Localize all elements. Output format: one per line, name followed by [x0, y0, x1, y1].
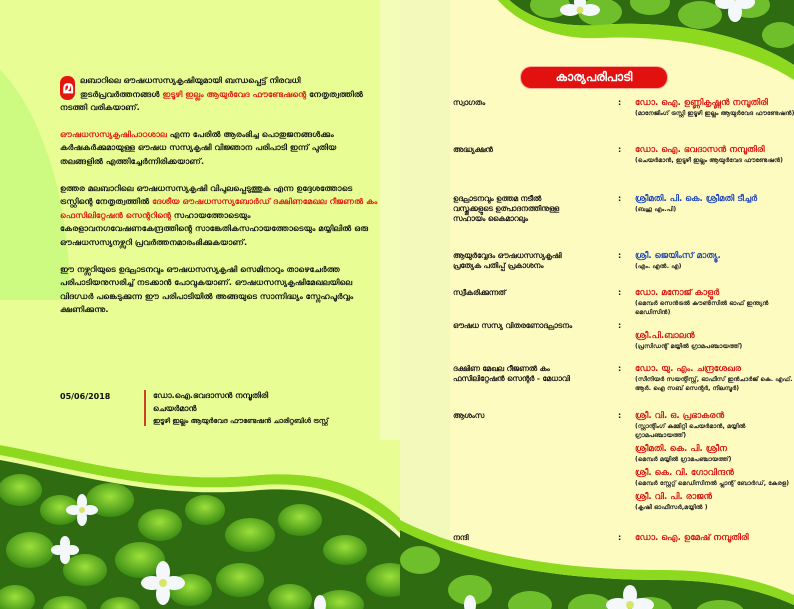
programme-speakers — [635, 98, 794, 122]
speaker — [635, 411, 794, 440]
speaker — [635, 468, 794, 488]
programme-item-label: സ്വീകരിക്കുന്നത് — [453, 288, 506, 297]
speaker-role: (സ്റ്റാന്റിംഗ് കമ്മിറ്റി ചെയർമാൻ, മയ്യിൽ ഗ്രാമപഞ്ചായത്ത്) — [635, 423, 746, 439]
programme-item-label: ഉദ്ഘാടനവും ഉത്തമ നടീൽ വസ്തുക്കളുടെ ഉത്പാദനത്തിനുള്ള സഹായം കൈമാറലും — [453, 194, 560, 223]
programme-item-label: നന്ദി — [453, 533, 469, 542]
speaker-name: ഡോ. ഐ. ഉണ്ണികൃഷ്ണൻ നമ്പൂതിരി — [635, 98, 768, 108]
programme-item-label: ഔഷധ സസ്യ വിതരണോദ്ഘാടനം — [453, 321, 573, 330]
speaker — [635, 194, 794, 214]
speaker-name: ഡോ. ഐ. ഭവദാസൻ നമ്പൂതിരി — [635, 145, 765, 155]
programme-speakers — [635, 364, 794, 397]
separator-colon: : — [618, 194, 622, 203]
speaker-role: (മെമ്പർ സ്റ്റേറ്റ് മെഡിസിനൽ പ്ലാന്റ് ബോർഡ്, കേരള) — [635, 480, 790, 487]
intro-paragraph-2 — [60, 128, 380, 169]
speaker-role: (എം. എൽ. എ) — [635, 263, 682, 270]
speaker-role: (മാനേജിംഗ് ട്രസ്റ്റി ഇടൂഴി ഇല്ലം ആയുർവേദ ഫൗണ്ടേഷൻ) — [635, 110, 794, 117]
speaker — [635, 251, 794, 271]
programme-item-label: സ്വാഗതം — [453, 98, 486, 107]
speaker — [635, 145, 794, 165]
plant-photo-bottom-right — [400, 520, 794, 609]
speaker-name: ശ്രീ. വി. ഒ. പ്രഭാകരൻ — [635, 411, 725, 421]
signature-divider — [144, 390, 146, 426]
speaker-name: ശ്രീ.പി.ബാലൻ — [635, 331, 695, 341]
programme-item-label: ദക്ഷിണ മേഖല റീജണൽ കം ഫസിലിറ്റേഷൻ സെന്റർ - മേധാവി — [453, 364, 570, 383]
right-panel-programme — [400, 0, 794, 609]
programme-speakers — [635, 288, 794, 321]
date: 05/06/2018 — [60, 392, 111, 401]
programme-item-label: അദ്ധ്യക്ഷൻ — [453, 145, 493, 154]
speaker — [635, 492, 794, 512]
intro-paragraph-4 — [60, 263, 380, 317]
plant-photo-bottom-left — [0, 440, 400, 609]
speaker — [635, 288, 794, 317]
speaker-role: (ചെയർമാൻ, ഇടൂഴി ഇല്ലം ആയുർവേദ ഫൗണ്ടേഷൻ) — [635, 157, 784, 164]
speaker — [635, 444, 794, 464]
speaker-role: (പ്രസിഡന്റ് മയ്യിൽ ഗ്രാമപഞ്ചായത്ത്) — [635, 343, 743, 350]
paragraph-segment: ഉത്തര മലബാറിലെ ഔഷധസസ്യകൃഷി വിപുലപ്പെടുത്തുക എന്ന ഉദ്ദേശത്തോടെ ട്രസ്റ്റിന്റെ നേതൃത്വത്തിൽ — [60, 182, 353, 207]
speaker-name: ഡോ. യു. എം. ചന്ദ്രശേഖര — [635, 364, 741, 374]
speaker-name: ശ്രീമതി. കെ. പി. ശ്രീന — [635, 444, 728, 454]
signatory-organization: ഇടൂഴി ഇല്ലം ആയുർവേദ ഫൗണ്ടേഷൻ ചാരിറ്റബിൾ ട്രസ്റ്റ് — [153, 417, 329, 425]
speaker-role: (മെമ്പർ മയ്യിൽ ഗ്രാമപഞ്ചായത്ത്) — [635, 456, 732, 463]
board-name-highlight: ദേശീയ ഔഷധസസ്യബോർഡ് ദക്ഷിണമേഖല റീജണൽ കം ഫെസിലിറ്റേഷൻ സെന്ററിന്റെ — [60, 196, 378, 220]
speaker-name: ശ്രീമതി. പി. കെ. ശ്രീമതി ടീച്ചർ — [635, 194, 758, 204]
speaker — [635, 364, 794, 393]
speaker-name: ഡോ. മനോജ് കാളൂർ — [635, 288, 720, 298]
speaker-role: (ബഹു എം.പി) — [635, 206, 677, 213]
programme-speakers — [635, 145, 794, 169]
separator-colon: : — [618, 364, 622, 373]
programme-item-label: ആയുർവ്വേദം ഔഷധസസ്യകൃഷി പ്രത്യേക പതിപ്പ് പ്രകാശനം — [453, 251, 562, 270]
speaker-role: (സീനിയർ സയന്റിസ്റ്റ്, ഓഫീസ് ഇൻചാർജ് കെ. എഫ്. ആർ. ഐ സബ് സെന്റർ, നിലമ്പൂർ) — [635, 376, 793, 392]
invitation-text — [60, 74, 380, 330]
speaker-name: ശ്രീ. വി. പി. രാജൻ — [635, 492, 713, 502]
intro-paragraph-1 — [60, 74, 380, 115]
programme-speakers — [635, 321, 794, 355]
separator-colon: : — [618, 321, 622, 330]
programme-speakers — [635, 411, 794, 516]
separator-colon: : — [618, 411, 622, 420]
signatory-name: ഡോ.ഐ.ഭവദാസൻ നമ്പൂതിരി — [153, 391, 269, 400]
programme-title: കാര്യപരിപാടി — [521, 67, 667, 88]
separator-colon: : — [618, 251, 622, 260]
paragraph-segment: ഈ നഴ്സറിയുടെ ഉദ്ഘാടനവും ഔഷധസസ്യകൃഷി സെമിനാറും താഴെചേർത്ത പരിപാടിയനുസരിച്ച് നടക്കാൻ പോവുകയാണ്. ഔഷധസസ്യകൃഷിമേഖലയിലെ വിദഗ്ധർ പങ്കെടുക്കുന്ന ഈ പരിപാടിയിൽ അങ്ങയുടെ സാന്നിദ്ധ്യം സ്നേഹപൂർവ്വം ക്ഷണിക്കുന്നു. — [60, 263, 354, 315]
foundation-name-highlight: ഇടൂഴി ഇല്ലം ആയുർവേദ ഫൗണ്ടേഷന്റെ — [162, 88, 307, 99]
intro-paragraph-3 — [60, 182, 380, 250]
speaker-role: (മെമ്പർ സെൻട്രൽ കൗൺസിൽ ഓഫ് ഇന്ത്യൻ മെഡിസിൻ) — [635, 300, 769, 316]
fold-edge-decoration — [400, 0, 450, 609]
programme-speakers — [635, 194, 794, 218]
separator-colon: : — [618, 98, 622, 107]
signatory — [153, 390, 328, 428]
signatory-title: ചെയർമാൻ — [153, 403, 197, 413]
paragraph-segment: എന്ന പേരിൽ ആരംഭിച്ച പൊതുജനങ്ങൾക്കും കർഷകർക്കുമായുള്ള ഔഷധ സസ്യകൃഷി വിജ്ഞാന പരിപാടി ഇന്ന് പുതിയ തലങ്ങളിൽ എത്തിച്ചേർന്നിരിക്കയാണ്. — [60, 128, 337, 166]
dropcap-letter: മ — [60, 76, 75, 100]
speaker-name: ശ്രീ. ജെയിംസ് മാത്യൂ. — [635, 251, 721, 261]
paragraph-segment: ലബാറിലെ ഔഷധസസ്യകൃഷിയുമായി ബന്ധപ്പെട്ട് നിരവധി തുടർപ്രവർത്തനങ്ങൾ — [80, 75, 301, 99]
speaker-name: ശ്രീ. കെ. വി. ഗോവിന്ദൻ — [635, 468, 734, 478]
programme-speakers — [635, 251, 794, 275]
programme-item-label: ആശംസ — [453, 411, 485, 420]
speaker-name: ഡോ. ഐ. ഉമേഷ് നമ്പൂതിരി — [635, 533, 749, 543]
speaker-role: (കൃഷി ഓഫീസർ,മയ്യിൽ ) — [635, 504, 708, 511]
pathashala-highlight: ഔഷധസസ്യകൃഷിപാഠശാല — [60, 128, 167, 139]
separator-colon: : — [618, 145, 622, 154]
paragraph-segment: നേതൃത്വത്തിൽ നടത്തി വരികയാണ്. — [60, 88, 363, 113]
speaker — [635, 331, 794, 351]
speaker — [635, 98, 794, 118]
separator-colon: : — [618, 533, 622, 542]
separator-colon: : — [618, 288, 622, 297]
paragraph-segment: സഹായത്തോടെയും കേരളാവനഗവേഷണകേന്ദ്രത്തിന്റെ സാങ്കേതികസഹായത്തോടെയും മയ്യിലിൽ ഒരു ഔഷധസസ്യനഴ്സറി പ്രവർത്തനമാരംഭിക്കുകയാണ്. — [60, 209, 369, 247]
